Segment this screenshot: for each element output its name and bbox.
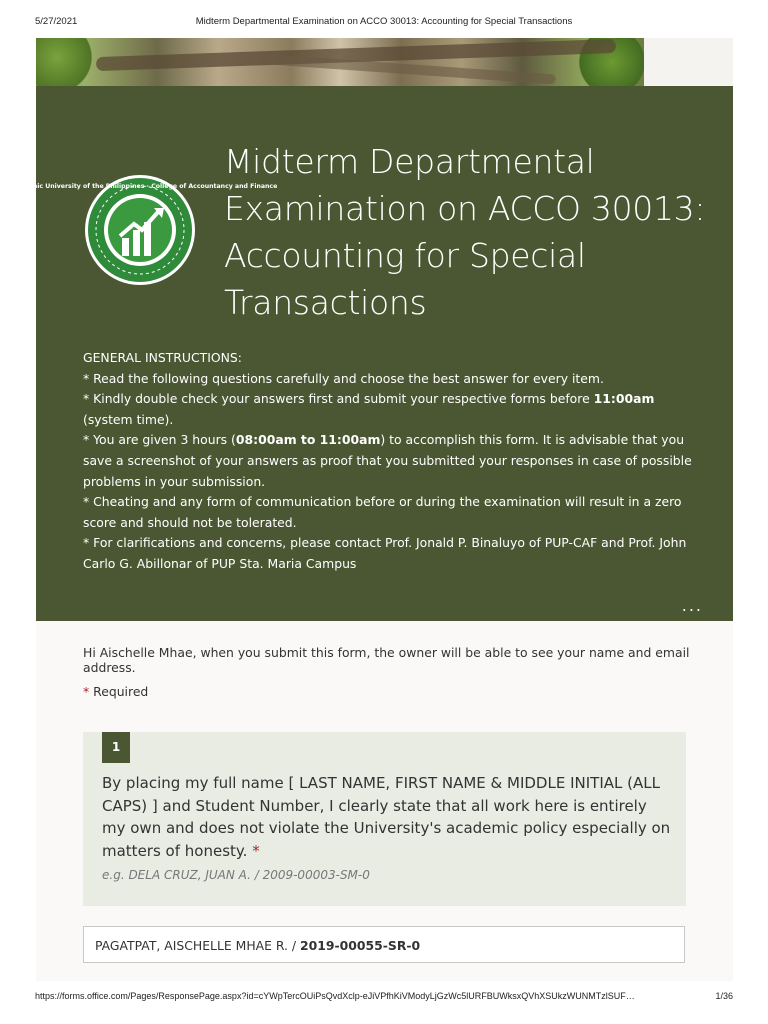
university-logo <box>2 172 278 288</box>
more-options-icon[interactable]: ... <box>681 596 703 615</box>
answer-student-number: 2019-00055-SR-0 <box>300 938 421 953</box>
instruction-contact: * For clarifications and concerns, please contact Prof. Jonald P. Binaluyo of PUP-CAF and Prof. John Carlo G. Abillonar of PUP Sta. Maria Campus <box>83 535 687 571</box>
print-date: 5/27/2021 <box>35 16 78 27</box>
form-body <box>36 621 733 981</box>
instruction-cheating: * Cheating and any form of communication before or during the examination will result in a zero score and should not be tolerated. <box>83 494 682 530</box>
question-text: By placing my full name [ LAST NAME, FIRST NAME & MIDDLE INITIAL (ALL CAPS) ] and Student Number, I clearly state that all work here is entirely my own and does not violate the University's academic policy especially on matters of honesty. * <box>102 774 671 860</box>
instruction-read: * Read the following questions carefully and choose the best answer for every item. <box>83 370 604 386</box>
form-title: Midterm Departmental Examination on ACCO 30013: Accounting for Special Transactions <box>224 142 706 322</box>
header-banner-image <box>36 38 644 86</box>
print-doc-title: Midterm Departmental Examination on ACCO 30013: Accounting for Special Transactions <box>195 16 573 27</box>
question-hint: e.g. DELA CRUZ, JUAN A. / 2009-00003-SM-0 <box>102 868 370 882</box>
logo-text-top: Polytechnic University of the Philippines - College of Accountancy and Finance <box>2 183 278 190</box>
form-header-card <box>2 86 733 621</box>
answer-name: PAGATPAT, AISCHELLE MHAE R. / <box>95 938 301 953</box>
print-page-number: 1/36 <box>715 991 733 1001</box>
question-card <box>83 732 686 906</box>
banner-background <box>644 38 733 86</box>
question-number-badge: 1 <box>102 732 130 763</box>
instruction-time-limit: * You are given 3 hours (08:00am to 11:00am) to accomplish this form. It is advisable that you save a screenshot of your answers as proof that you submitted your responses in case of possible problems in your submission. <box>83 432 692 489</box>
instructions-heading: GENERAL INSTRUCTIONS: <box>83 350 242 365</box>
required-star: * <box>83 684 90 699</box>
required-note <box>83 684 148 699</box>
print-footer <box>35 991 733 1005</box>
general-instructions <box>83 348 703 575</box>
privacy-note: Hi Aischelle Mhae, when you submit this form, the owner will be able to see your name and email address. <box>83 645 690 675</box>
required-label: Required <box>93 684 149 699</box>
question-required-star: * <box>252 841 260 860</box>
print-url: https://forms.office.com/Pages/ResponsePage.aspx?id=cYWpTercOUiPsQvdXclp-eJiVPfhKiVModyLjGzWc5lURFBUWksxQVhXSUkzWUNMTzlSUF… <box>35 991 635 1001</box>
print-header <box>35 16 733 32</box>
answer-input[interactable] <box>83 926 685 963</box>
instruction-submit-deadline: * Kindly double check your answers first and submit your respective forms before 11:00am (system time). <box>83 391 655 427</box>
